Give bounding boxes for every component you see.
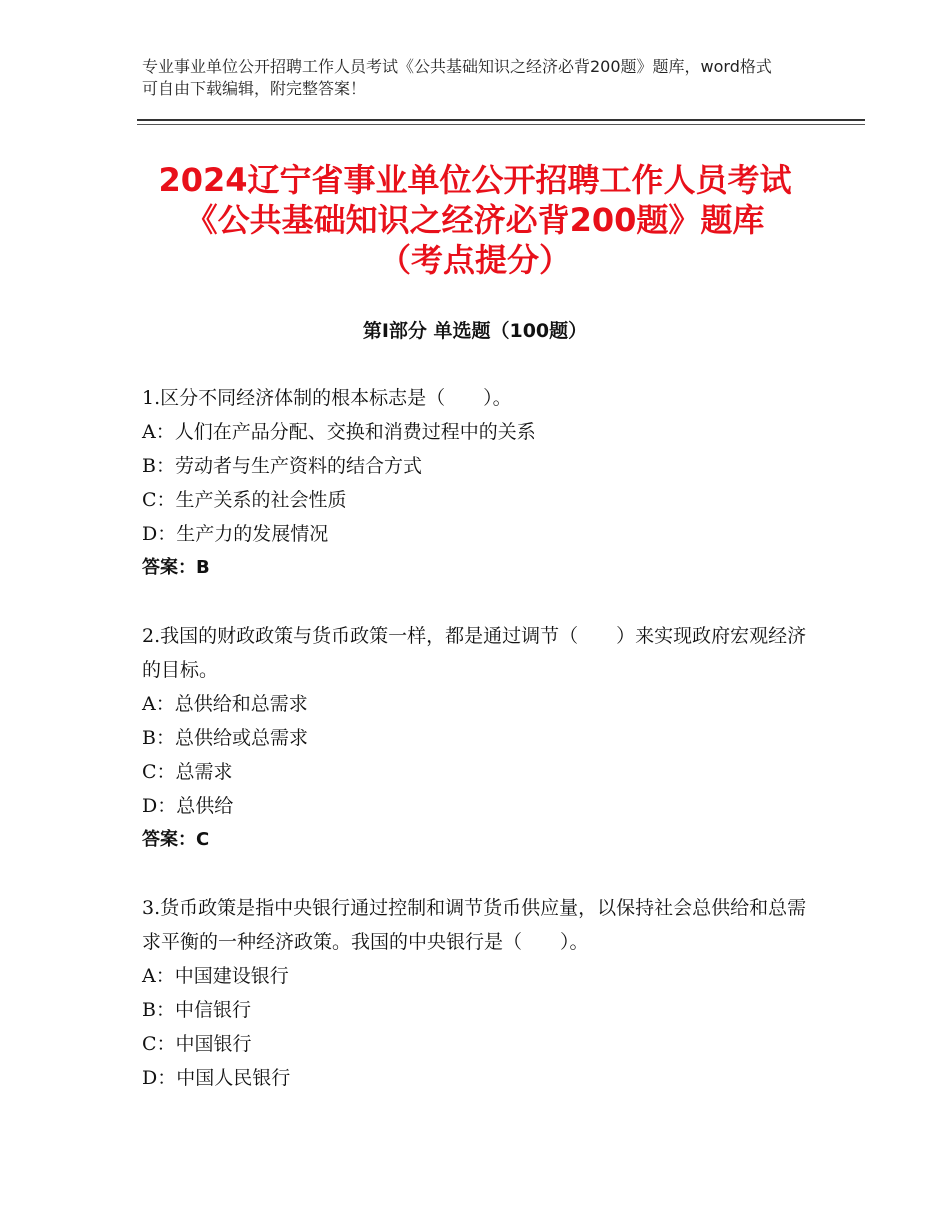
question-2	[142, 619, 812, 857]
answer-label: 答案 ：	[142, 557, 196, 578]
document-title	[100, 160, 850, 280]
question-stem: 3.货币政策是指中央银行通过控制和调节货币供应量，以保持社会总供给和总需求平衡的一种经济政策。我国的中央银行是（ ）。	[142, 897, 807, 953]
answer-label: 答案 ：	[142, 829, 196, 850]
section-heading: 第I部分 单选题（100题）	[362, 320, 588, 342]
option-d: D：总供给	[142, 795, 234, 817]
question-1	[142, 381, 812, 585]
option-b: B：中信银行	[142, 999, 251, 1021]
header-note: 专业事业单位公开招聘工作人员考试《公共基础知识之经济必背200题》题库，word格式可自由下载编辑，附完整答案！	[142, 57, 772, 98]
question-3	[142, 891, 812, 1095]
header-divider-thin	[137, 124, 865, 125]
option-d: D：生产力的发展情况	[142, 523, 329, 545]
option-d: D：中国人民银行	[142, 1067, 291, 1089]
option-b: B：总供给或总需求	[142, 727, 308, 749]
title-line-1: 2024辽宁省事业单位公开招聘工作人员考试	[158, 161, 792, 199]
option-c: C：总需求	[142, 761, 233, 783]
question-stem: 2.我国的财政政策与货币政策一样，都是通过调节（ ）来实现政府宏观经济的目标。	[142, 625, 807, 681]
header-divider-thick	[137, 119, 865, 121]
option-a: A：中国建设银行	[142, 965, 289, 987]
answer-line	[142, 823, 812, 857]
title-line-3: （考点提分）	[378, 241, 571, 279]
title-line-2: 《公共基础知识之经济必背200题》题库	[185, 201, 765, 239]
option-c: C：中国银行	[142, 1033, 252, 1055]
answer-line	[142, 551, 812, 585]
answer-value: C	[196, 829, 210, 850]
question-list	[142, 381, 812, 1129]
option-a: A：总供给和总需求	[142, 693, 308, 715]
option-c: C：生产关系的社会性质	[142, 489, 347, 511]
option-a: A：人们在产品分配、交换和消费过程中的关系	[142, 421, 536, 443]
option-b: B：劳动者与生产资料的结合方式	[142, 455, 422, 477]
answer-value: B	[196, 557, 210, 578]
question-stem: 1.区分不同经济体制的根本标志是（ ）。	[142, 387, 512, 409]
